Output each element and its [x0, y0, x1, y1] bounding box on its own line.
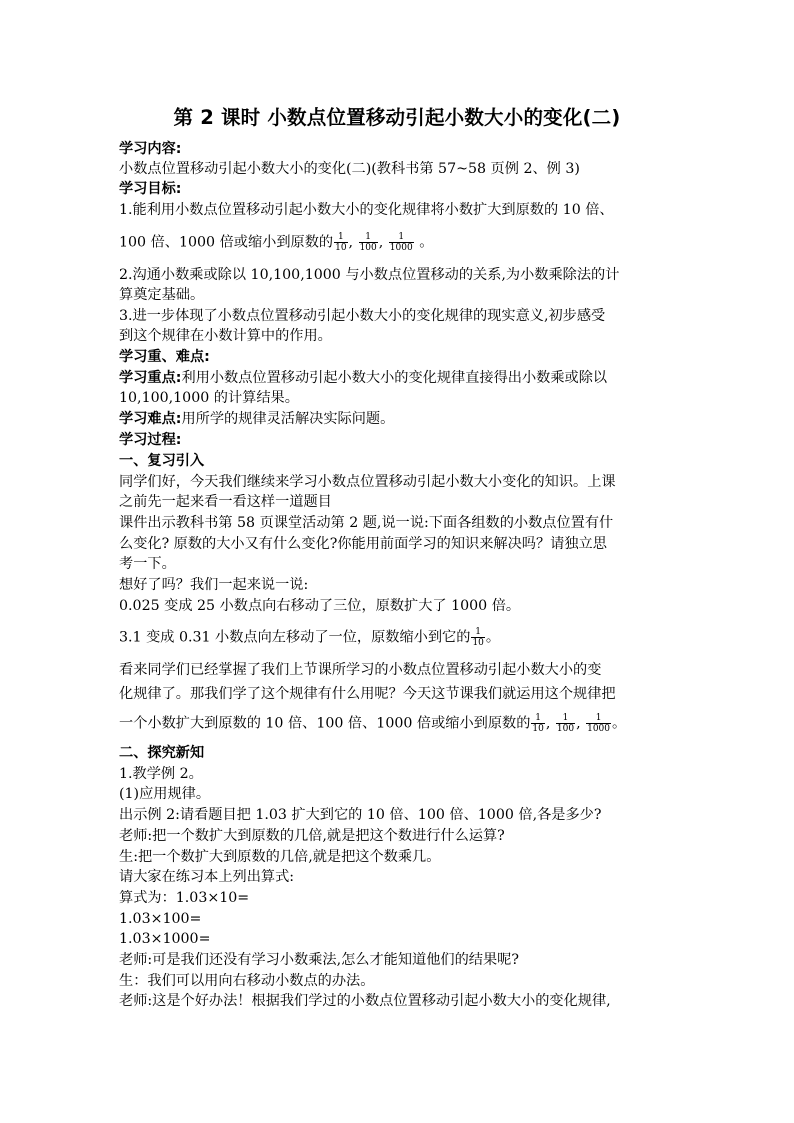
- paragraph-line: 生：我们可以用向右移动小数点的办法。: [119, 973, 375, 989]
- paragraph-line: 1.教学例 2。: [119, 766, 203, 782]
- paragraph-line: 看来同学们已经掌握了我们上节课所学习的小数点位置移动引起小数大小的变: [119, 662, 602, 678]
- paragraph-line: 请大家在练习本上列出算式:: [119, 869, 295, 885]
- paragraph-line-fractions: 一个小数扩大到原数的 10 倍、100 倍、1000 倍或缩小到原数的 $\frac{1}{10}$ , $\frac{1}{100}$ , $\frac{1}{1000}$ 。: [119, 713, 627, 734]
- paragraph-line: 课件出示教科书第 58 页课堂活动第 2 题,说一说:下面各组数的小数点位置有什: [119, 515, 614, 531]
- goal-1-text: 100 倍、1000 倍或缩小到原数的: [119, 234, 334, 251]
- paragraph-line-fraction: [119, 627, 500, 648]
- paragraph-line: 0.025 变成 25 小数点向右移动了三位，原数扩大了 1000 倍。: [119, 598, 521, 614]
- paragraph-end: 。: [485, 629, 501, 646]
- page-title: 第 2 课时 小数点位置移动引起小数大小的变化(二): [173, 106, 621, 129]
- goal-3-line-1: 3.进一步体现了小数点位置移动引起小数大小的变化规律的现实意义,初步感受: [119, 308, 606, 324]
- fraction-1-10: $\frac{1}{10}$: [335, 232, 347, 253]
- paragraph-line: (1)应用规律。: [119, 786, 211, 802]
- process-heading: 学习过程:: [119, 432, 182, 448]
- fraction-1-100: $\frac{1}{100}$: [556, 713, 575, 734]
- goal-1-line-1: 1.能利用小数点位置移动引起小数大小的变化规律将小数扩大到原数的 10 倍、: [119, 202, 614, 218]
- paragraph-line: 老师:可是我们还没有学习小数乘法,怎么才能知道他们的结果呢?: [119, 952, 519, 968]
- key-point-label: 学习重点:: [119, 370, 182, 386]
- keypoints-heading: 学习重、难点:: [119, 349, 210, 365]
- paragraph-line: 生:把一个数扩大到原数的几倍,就是把这个数乘几。: [119, 849, 441, 865]
- key-point-line-2: 10,100,1000 的计算结果。: [119, 390, 299, 406]
- difficulty-label: 学习难点:: [119, 411, 182, 427]
- paragraph-line: 老师:把一个数扩大到原数的几倍,就是把这个数进行什么运算?: [119, 828, 505, 844]
- paragraph-line: 想好了吗？我们一起来说一说:: [119, 577, 309, 593]
- goals-heading: 学习目标:: [119, 181, 182, 197]
- fraction-1-1000: $\frac{1}{1000}$: [587, 713, 611, 734]
- paragraph-line: 考一下。: [119, 556, 176, 572]
- goal-1-line-2: 100 倍、1000 倍或缩小到原数的 $\frac{1}{10}$ , $\frac{1}{100}$ , $\frac{1}{1000}$ 。: [119, 232, 434, 253]
- section-1-heading: 一、复习引入: [119, 453, 205, 469]
- paragraph-line: 同学们好，今天我们继续来学习小数点位置移动引起小数大小变化的知识。上课: [119, 474, 616, 490]
- paragraph-line: 出示例 2:请看题目把 1.03 扩大到它的 10 倍、100 倍、1000 倍,各是多少?: [119, 807, 602, 823]
- fraction-1-10: $\frac{1}{10}$: [532, 713, 544, 734]
- content-heading: 学习内容:: [119, 141, 182, 157]
- goal-2-line-1: 2.沟通小数乘或除以 10,100,1000 与小数点位置移动的关系,为小数乘除法的计: [119, 267, 620, 283]
- paragraph-line: 老师:这是个好办法！根据我们学过的小数点位置移动引起小数大小的变化规律,: [119, 993, 611, 1009]
- key-point-text: 利用小数点位置移动引起小数大小的变化规律直接得出小数乘或除以: [181, 370, 608, 386]
- paragraph-line: 之前先一起来看一看这样一道题目: [119, 494, 332, 510]
- formula-line: 算式为：1.03×10=: [119, 890, 250, 906]
- key-point-line-1: [119, 368, 607, 388]
- paragraph-text: 3.1 变成 0.31 小数点向左移动了一位，原数缩小到它的: [119, 629, 471, 646]
- goal-2-line-2: 算奠定基础。: [119, 287, 205, 303]
- fraction-1-10: $\frac{1}{10}$: [472, 627, 484, 648]
- paragraph-line: 化规律了。那我们学了这个规律有什么用呢？今天这节课我们就运用这个规律把: [119, 686, 616, 702]
- formula-line: 1.03×1000=: [119, 931, 211, 947]
- fraction-1-1000: $\frac{1}{1000}$: [389, 232, 413, 253]
- paragraph-line: 么变化? 原数的大小又有什么变化?你能用前面学习的知识来解决吗？请独立思: [119, 536, 607, 552]
- fraction-1-100: $\frac{1}{100}$: [359, 232, 377, 253]
- difficulty-text: 用所学的规律灵活解决实际问题。: [181, 411, 395, 427]
- section-2-heading: 二、探究新知: [119, 745, 205, 761]
- difficulty-line: [119, 409, 394, 429]
- goal-3-line-2: 到这个规律在小数计算中的作用。: [119, 328, 332, 344]
- paragraph-text: 一个小数扩大到原数的 10 倍、100 倍、1000 倍或缩小到原数的: [119, 715, 531, 732]
- formula-line: 1.03×100=: [119, 911, 202, 927]
- content-text: 小数点位置移动引起小数大小的变化(二)(教科书第 57~58 页例 2、例 3): [119, 161, 580, 177]
